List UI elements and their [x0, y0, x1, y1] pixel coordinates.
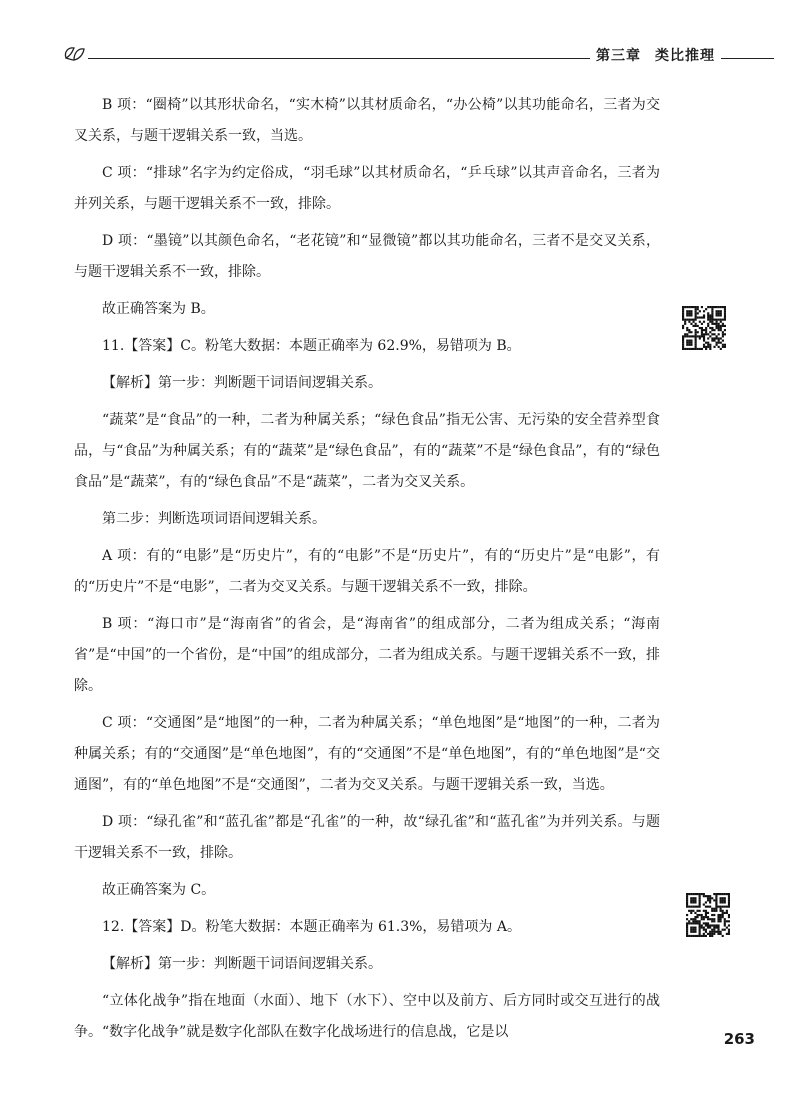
chapter-section-title: 类比推理: [655, 48, 715, 64]
page-number: 263: [723, 1030, 755, 1048]
paragraph: “蔬菜”是“食品”的一种，二者为种属关系；“绿色食品”指无公害、无污染的安全营养型食品，与“食品”为种属关系；有的“蔬菜”是“绿色食品”，有的“蔬菜”不是“绿色食品”，有的“绿色食品”是“蔬菜”，有的“绿色食品”不是“蔬菜”，二者为交叉关系。: [74, 412, 660, 490]
leaf-icon: [62, 42, 88, 66]
qr-code-icon[interactable]: [682, 306, 726, 350]
paragraph: B 项：“圈椅”以其形状命名，“实木椅”以其材质命名，“办公椅”以其功能命名，三者为交叉关系，与题干逻辑关系一致，当选。: [74, 97, 660, 144]
paragraph: B 项：“海口市”是“海南省”的省会，是“海南省”的组成部分，二者为组成关系；“海南省”是“中国”的一个省份，是“中国”的组成部分，二者为组成关系。与题干逻辑关系不一致，排除。: [74, 616, 660, 694]
paragraph: 故正确答案为 C。: [102, 882, 216, 898]
paragraph: 12.【答案】D。粉笔大数据：本题正确率为 61.3%，易错项为 A。: [102, 919, 521, 935]
paragraph: 11.【答案】C。粉笔大数据：本题正确率为 62.9%，易错项为 B。: [102, 338, 521, 354]
chapter-number: 第三章: [596, 48, 641, 64]
paragraph: “立体化战争”指在地面（水面）、地下（水下）、空中以及前方、后方同时或交互进行的战争。“数字化战争”就是数字化部队在数字化战场进行的信息战，它是以: [74, 993, 660, 1040]
paragraph: 第二步：判断选项词语间逻辑关系。: [102, 511, 326, 527]
paragraph: 故正确答案为 B。: [102, 301, 215, 317]
paragraph: C 项：“排球”名字为约定俗成，“羽毛球”以其材质命名，“乒乓球”以其声音命名，三者为并列关系，与题干逻辑关系不一致，排除。: [74, 165, 660, 212]
paragraph: D 项：“绿孔雀”和“蓝孔雀”都是“孔雀”的一种，故“绿孔雀”和“蓝孔雀”为并列关系。与题干逻辑关系不一致，排除。: [74, 814, 660, 861]
qr-code-icon[interactable]: [686, 893, 730, 937]
paragraph: A 项：有的“电影”是“历史片”，有的“电影”不是“历史片”，有的“历史片”是“电影”，有的“历史片”不是“电影”，二者为交叉关系。与题干逻辑关系不一致，排除。: [74, 548, 660, 595]
paragraph: 【解析】第一步：判断题干词语间逻辑关系。: [102, 375, 382, 391]
paragraph: 【解析】第一步：判断题干词语间逻辑关系。: [102, 956, 382, 972]
paragraph: C 项：“交通图”是“地图”的一种，二者为种属关系；“单色地图”是“地图”的一种，二者为种属关系；有的“交通图”是“单色地图”，有的“交通图”不是“单色地图”，有的“单色地图”是“交通图”，有的“单色地图”不是“交通图”，二者为交叉关系。与题干逻辑关系一致，当选。: [74, 715, 660, 793]
chapter-heading: [590, 45, 721, 65]
paragraph: D 项：“墨镜”以其颜色命名，“老花镜”和“显微镜”都以其功能命名，三者不是交叉关系，与题干逻辑关系不一致，排除。: [74, 233, 660, 280]
page-body: [74, 90, 660, 1054]
running-header: [62, 40, 774, 70]
